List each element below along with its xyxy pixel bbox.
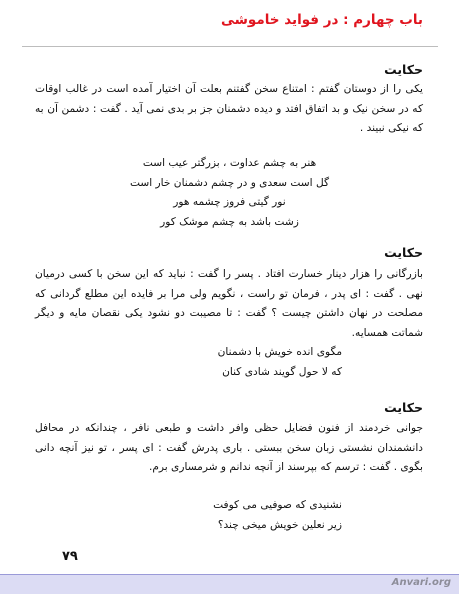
section-1-paragraph: یکی را از دوستان گفتم : امتناع سخن گفتنم بعلت آن اختیار آمده است در غالب اوقات که در سخن نیک و بد اتفاق افتد و دیده دشمنان جز بر بدی نمی آید . گفت : دشمن آن به که نیکی نبیند . bbox=[35, 83, 423, 134]
poem-line: زشت باشد به چشم موشک کور bbox=[160, 215, 299, 228]
poem-line: گل است سعدی و در چشم دشمنان خار است bbox=[129, 176, 330, 189]
poem-line: هنر به چشم عداوت ، بزرگتر عیب است bbox=[142, 157, 317, 169]
chapter-title: باب چهارم : در فواید خاموشی bbox=[220, 12, 423, 28]
section-1-heading: حکایت bbox=[384, 62, 423, 77]
section-2-paragraph: بازرگانی را هزار دینار خسارت افتاد . پسر را گفت : نباید که این سخن با کسی درمیان نهی . گفت : ای پدر ، فرمان تو راست ، نگویم ولی مرا بر فایده این مطلع گردانی که مصلحت در نهان داشتن چیست ؟ گفت : تا مصیبت دو نشود یکی نقصان مایه و دیگر شماتت همسایه. bbox=[35, 268, 423, 339]
section-2-heading: حکایت bbox=[384, 245, 423, 260]
section-2-poem bbox=[122, 343, 342, 382]
section-3-paragraph: جوانی خردمند از فنون فضایل حظی وافر داشت و طبعی نافر ، چندانکه در محافل دانشمندان نشستی زبان سخن ببستی . باری پدرش گفت : ای پسر ، تو نیز آنچه دانی بگوی . گفت : ترسم که بپرسند از آنچه ندانم و شرمساری برم. bbox=[35, 422, 423, 473]
section-3-heading: حکایت bbox=[384, 400, 423, 415]
section-3-poem bbox=[122, 496, 342, 535]
section-1-poem bbox=[0, 154, 459, 232]
poem-line: مگوی انده خویش با دشمنان bbox=[217, 346, 342, 358]
poem-line: که لا حول گویند شادی کنان bbox=[222, 365, 342, 378]
footer-band bbox=[0, 574, 459, 594]
poem-line: نور گیتی فروز چشمه هور bbox=[173, 196, 286, 208]
watermark: Anvari.org bbox=[391, 577, 451, 588]
page-number: ۷۹ bbox=[62, 549, 78, 564]
footer-divider bbox=[0, 574, 459, 575]
title-divider bbox=[22, 46, 438, 47]
poem-line: نشنیدی که صوفیی می کوفت bbox=[213, 499, 342, 511]
poem-line: زیر نعلین خویش میخی چند؟ bbox=[217, 518, 342, 531]
